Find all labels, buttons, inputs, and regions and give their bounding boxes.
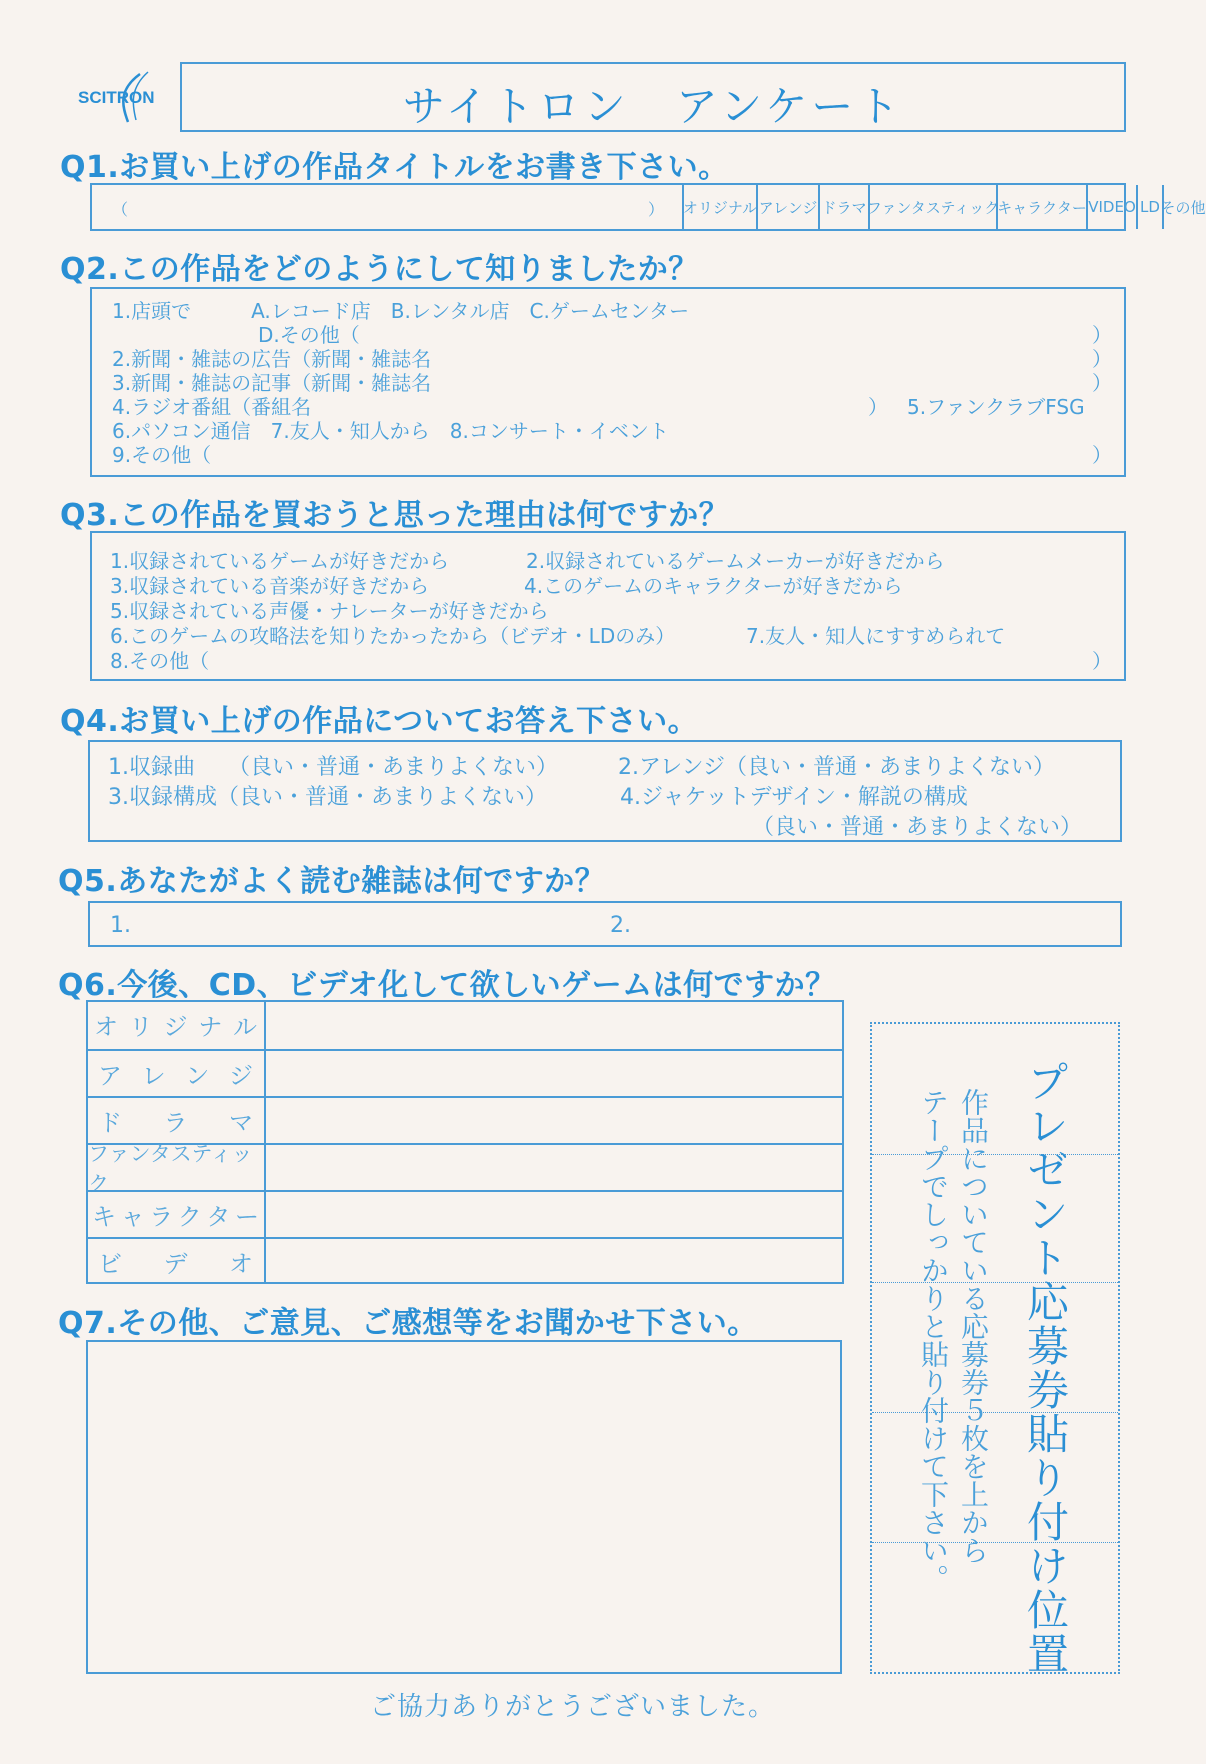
q2-paren-close: ） — [868, 395, 888, 419]
q7-question: Q7.その他、ご意見、ご感想等をお聞かせ下さい。 — [58, 1306, 758, 1341]
q5-slot-2: 2. — [610, 913, 631, 938]
q4-line-3: 3.収録構成（良い・普通・あまりよくない） — [108, 785, 547, 810]
q1-paren-open: （ — [112, 200, 129, 219]
q2-line-4: 4.ラジオ番組（番組名 — [112, 395, 312, 419]
q6-row-label: ド ラ マ — [88, 1098, 266, 1143]
q6-row-label: ア レ ン ジ — [88, 1051, 266, 1096]
q2-answer-box — [90, 287, 1126, 477]
q3-line-5: 5.収録されている声優・ナレーターが好きだから — [110, 599, 549, 623]
q6-row-label: ファンタスティック — [88, 1145, 266, 1190]
q3-line-7: 7.友人・知人にすすめられて — [746, 624, 1006, 648]
q3-question: Q3.この作品を買おうと思った理由は何ですか？ — [60, 498, 730, 533]
q3-line-3: 3.収録されている音楽が好きだから — [110, 574, 430, 598]
q2-line-1: 1.店頭で A.レコード店 B.レンタル店 C.ゲームセンター — [112, 299, 690, 323]
q6-row-label: キ ャ ラ ク タ ー — [88, 1192, 266, 1237]
q6-row — [88, 1049, 842, 1096]
q4-line-4: 4.ジャケットデザイン・解説の構成 — [620, 785, 968, 810]
q6-question: Q6.今後、CD、ビデオ化して欲しいゲームは何ですか？ — [58, 968, 836, 1003]
q5-slot-1: 1. — [110, 913, 131, 938]
q5-answer-box — [88, 901, 1122, 947]
q2-paren-close: ） — [1092, 347, 1112, 371]
ticket-divider — [872, 1154, 1118, 1155]
q6-row — [88, 1190, 842, 1237]
q2-paren-close: ） — [1092, 323, 1112, 347]
q4-question: Q4.お買い上げの作品についてお答え下さい。 — [60, 704, 699, 739]
q2-line-9: 9.その他（ — [112, 443, 212, 467]
page-title: サイトロン アンケート — [402, 82, 904, 131]
q5-question: Q5.あなたがよく読む雑誌は何ですか？ — [58, 864, 606, 899]
present-title: プレゼント応募券貼り付け位置 — [1021, 1060, 1070, 1676]
q6-row-label: ビ デ オ — [88, 1239, 266, 1284]
q1-question: Q1.お買い上げの作品タイトルをお書き下さい。 — [60, 150, 729, 185]
present-instruction-2: テープでしっかりと貼り付けて下さい。 — [917, 1088, 950, 1592]
q6-row — [88, 1237, 842, 1284]
scitron-logo — [78, 70, 168, 126]
q3-line-1: 1.収録されているゲームが好きだから — [110, 549, 450, 573]
q1-category-video[interactable]: VIDEO — [1086, 185, 1136, 229]
ticket-divider — [872, 1282, 1118, 1283]
q1-paren-close: ） — [648, 200, 665, 219]
footer-thanks: ご協力ありがとうございました。 — [370, 1692, 776, 1722]
title-box — [180, 62, 1126, 132]
q1-category-drama[interactable]: ドラマ — [818, 185, 868, 229]
q1-category-arrange[interactable]: アレンジ — [756, 185, 818, 229]
q1-category-character[interactable]: キャラクター — [996, 185, 1086, 229]
q4-line-1: 1.収録曲 （良い・普通・あまりよくない） — [108, 755, 558, 780]
q6-row — [88, 1000, 842, 1049]
q3-line-8: 8.その他（ — [110, 649, 210, 673]
q2-fanclub: 5.ファンクラブFSG — [907, 395, 1085, 419]
q2-question: Q2.この作品をどのようにして知りましたか？ — [60, 252, 699, 287]
q3-line-4: 4.このゲームのキャラクターが好きだから — [524, 574, 903, 598]
q6-table — [86, 1000, 844, 1284]
q2-paren-close: ） — [1092, 443, 1112, 467]
q1-category-other[interactable]: その他 — [1162, 185, 1202, 229]
q1-category-strip — [592, 185, 1206, 229]
q1-category-ld[interactable]: LD — [1136, 185, 1162, 229]
q6-row-label: オ リ ジ ナ ル — [88, 1000, 266, 1049]
q2-line-2: 2.新聞・雑誌の広告（新聞・雑誌名 — [112, 347, 432, 371]
q2-paren-close: ） — [1092, 371, 1112, 395]
q4-line-5: （良い・普通・あまりよくない） — [752, 815, 1083, 840]
ticket-divider — [872, 1412, 1118, 1413]
q4-line-2: 2.アレンジ（良い・普通・あまりよくない） — [618, 755, 1056, 780]
q1-answer-box — [90, 183, 1206, 231]
q6-row — [88, 1096, 842, 1143]
q3-answer-box — [90, 531, 1126, 681]
ticket-divider — [872, 1542, 1118, 1543]
q3-line-2: 2.収録されているゲームメーカーが好きだから — [526, 549, 945, 573]
q3-paren-close: ） — [1092, 649, 1112, 673]
q2-line-d: D.その他（ — [258, 323, 360, 347]
q1-category-original[interactable]: オリジナル — [682, 185, 756, 229]
present-instruction-1: 作品についている応募券５枚を上から — [957, 1088, 990, 1564]
q2-line-3: 3.新聞・雑誌の記事（新聞・雑誌名 — [112, 371, 432, 395]
logo-text: SCITRON — [78, 88, 155, 107]
q1-category-fantastic[interactable]: ファンタスティック — [868, 185, 996, 229]
present-ticket-area — [870, 1022, 1120, 1674]
q6-row — [88, 1141, 842, 1196]
q2-line-6: 6.パソコン通信 7.友人・知人から 8.コンサート・イベント — [112, 419, 669, 443]
q3-line-6: 6.このゲームの攻略法を知りたかったから（ビデオ・LDのみ） — [110, 624, 676, 648]
q7-answer-box[interactable] — [86, 1340, 842, 1674]
q4-answer-box — [88, 740, 1122, 842]
